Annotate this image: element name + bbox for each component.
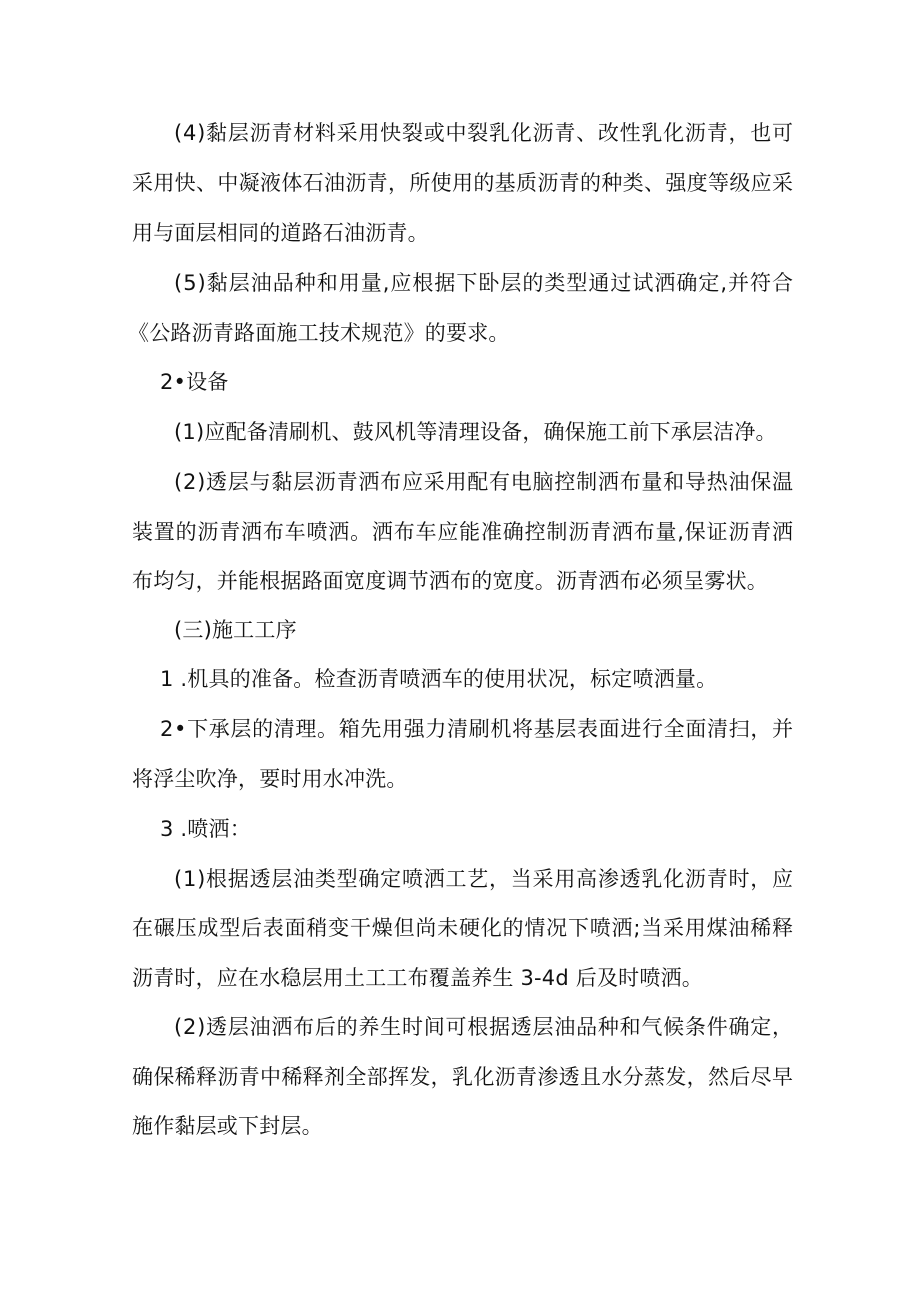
process-step-3: 3 .喷洒：	[160, 817, 251, 841]
section-heading-process: (三)施工工序	[174, 618, 297, 642]
equipment-item-2-line-1	[0, 462, 920, 502]
text-segment: (2)透层油洒布后的养生时间可根据透层油品种和气候条件确定，	[174, 1015, 794, 1039]
text-segment: 在碾压成型后表面稍变干燥但尚未硬化的情况下喷洒;当采用煤油稀释	[132, 916, 794, 940]
paragraph-4-line-2	[0, 163, 920, 203]
text-segment: 装置的沥青洒布车喷洒。洒布车应能准确控制沥青洒布量,保证沥青洒	[132, 520, 794, 544]
paragraph-4-line-3: 用与面层相同的道路石油沥青。	[132, 221, 429, 245]
text-segment: 采用快、中凝液体石油沥青，所使用的基质沥青的种类、强度等级应采	[132, 171, 794, 195]
spray-item-1-line-1	[0, 859, 920, 899]
process-step-2-line-2: 将浮尘吹净，要时用水冲洗。	[132, 767, 408, 791]
spray-item-1-line-2	[0, 908, 920, 948]
text-segment: (5)黏层油品种和用量,应根据下卧层的类型通过试洒确定,并符合	[174, 271, 794, 295]
text-segment: 2•下承层的清理。箱先用强力清刷机将基层表面进行全面清扫，并	[160, 717, 794, 741]
process-step-1: 1 .机具的准备。检查沥青喷洒车的使用状况，标定喷洒量。	[160, 667, 718, 691]
text-segment: (2)透层与黏层沥青洒布应采用配有电脑控制洒布量和导热油保温	[174, 470, 794, 494]
paragraph-4-line-1	[0, 113, 920, 153]
spray-item-2-line-3: 施作黏层或下封层。	[132, 1114, 323, 1138]
text-segment: (4)黏层沥青材料采用快裂或中裂乳化沥青、改性乳化沥青，也可	[174, 121, 794, 145]
spray-item-1-line-3: 沥青时，应在水稳层用土工工布覆盖养生 3-4d 后及时喷洒。	[132, 966, 703, 990]
section-heading-equipment: 2•设备	[160, 370, 229, 394]
spray-item-2-line-2	[0, 1057, 920, 1097]
equipment-item-2-line-3: 布均匀，并能根据路面宽度调节洒布的宽度。沥青洒布必须呈雾状。	[132, 569, 768, 593]
text-segment: 确保稀释沥青中稀释剂全部挥发，乳化沥青渗透且水分蒸发，然后尽早	[132, 1065, 794, 1089]
process-step-2-line-1	[0, 709, 920, 749]
text-segment: (1)根据透层油类型确定喷洒工艺，当采用高渗透乳化沥青时，应	[174, 867, 794, 891]
equipment-item-1: (1)应配备清刷机、鼓风机等清理设备，确保施工前下承层洁净。	[174, 420, 777, 444]
spray-item-2-line-1	[0, 1007, 920, 1047]
equipment-item-2-line-2	[0, 512, 920, 552]
paragraph-5-line-2: 《公路沥青路面施工技术规范》的要求。	[128, 321, 510, 345]
paragraph-5-line-1	[0, 263, 920, 303]
